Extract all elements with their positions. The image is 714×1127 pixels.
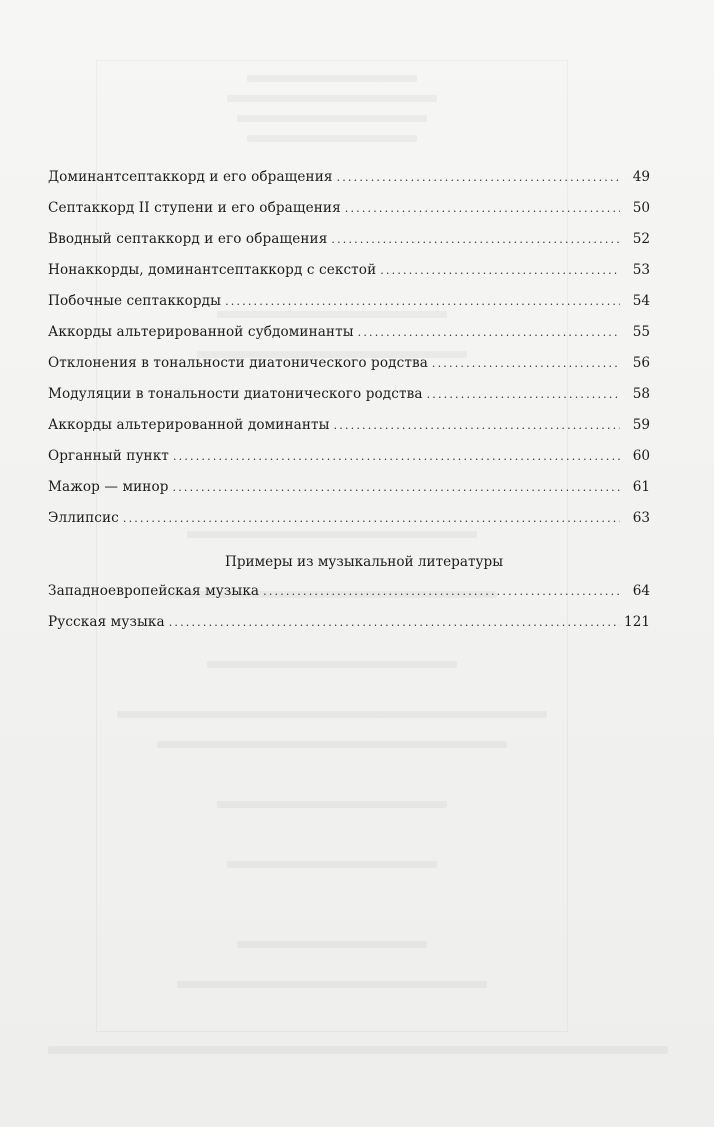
toc-entry[interactable] xyxy=(48,503,650,534)
toc-entry-page: 55 xyxy=(632,324,650,340)
toc-entry-page: 50 xyxy=(632,200,650,216)
toc-entry-title: Побочные септаккорды xyxy=(48,293,222,309)
toc-entry[interactable] xyxy=(48,348,650,379)
show-through-footer xyxy=(48,1046,668,1054)
toc-entry-page: 64 xyxy=(632,583,650,599)
toc-leader-dots xyxy=(380,255,620,286)
toc-entry-page: 54 xyxy=(632,293,650,309)
toc-entry-page: 49 xyxy=(632,169,650,185)
toc-entry[interactable] xyxy=(48,317,650,348)
toc-entry[interactable] xyxy=(48,193,650,224)
toc-leader-dots xyxy=(432,348,620,379)
toc-entry-title: Эллипсис xyxy=(48,510,119,526)
toc-leader-dots xyxy=(173,472,620,503)
toc-entry-title: Нонаккорды, доминантсептаккорд с секстой xyxy=(48,262,377,278)
toc-entry-title: Аккорды альтерированной доминанты xyxy=(48,417,330,433)
toc-entry-page: 63 xyxy=(632,510,650,526)
toc-entry[interactable] xyxy=(48,576,650,607)
section-heading: Примеры из музыкальной литературы xyxy=(224,554,504,570)
toc-entry-title: Отклонения в тональности диатонического родства xyxy=(48,355,428,371)
toc-leader-dots xyxy=(225,286,620,317)
toc-entry[interactable] xyxy=(48,379,650,410)
toc-entry-page: 61 xyxy=(632,479,650,495)
toc-entry[interactable] xyxy=(48,224,650,255)
toc-entry-title: Септаккорд II ступени и его обращения xyxy=(48,200,341,216)
toc-leader-dots xyxy=(345,193,620,224)
toc-entry-title: Мажор — минор xyxy=(48,479,169,495)
toc-leader-dots xyxy=(358,317,620,348)
toc-leader-dots xyxy=(427,379,620,410)
toc-entry[interactable] xyxy=(48,472,650,503)
toc-entry[interactable] xyxy=(48,410,650,441)
toc-leader-dots xyxy=(331,224,620,255)
toc-entry-title: Доминантсептаккорд и его обращения xyxy=(48,169,333,185)
toc-entry-title: Западноевропейская музыка xyxy=(48,583,260,599)
toc-entry-title: Модуляции в тональности диатонического родства xyxy=(48,386,423,402)
toc-leader-dots xyxy=(334,410,620,441)
toc-entry-title: Аккорды альтерированной субдоминанты xyxy=(48,324,354,340)
toc-entry-title: Вводный септаккорд и его обращения xyxy=(48,231,328,247)
toc-entry[interactable] xyxy=(48,607,650,638)
toc-entry-page: 60 xyxy=(632,448,650,464)
toc-leader-dots xyxy=(263,576,620,607)
toc-entry-title: Органный пункт xyxy=(48,448,169,464)
toc-entry-page: 58 xyxy=(632,386,650,402)
toc-entry-title: Русская музыка xyxy=(48,614,165,630)
toc-leader-dots xyxy=(123,503,620,534)
toc-entry[interactable] xyxy=(48,286,650,317)
toc-entry-page: 121 xyxy=(624,614,650,630)
toc-entry-page: 53 xyxy=(632,262,650,278)
toc-entry[interactable] xyxy=(48,441,650,472)
toc-entry[interactable] xyxy=(48,162,650,193)
toc-leader-dots xyxy=(337,162,620,193)
toc-leader-dots xyxy=(173,441,620,472)
toc-leader-dots xyxy=(169,607,620,638)
toc-entry-page: 59 xyxy=(632,417,650,433)
toc-entry-page: 52 xyxy=(632,231,650,247)
toc-entry[interactable] xyxy=(48,255,650,286)
table-of-contents xyxy=(48,162,650,638)
toc-entry-page: 56 xyxy=(632,355,650,371)
